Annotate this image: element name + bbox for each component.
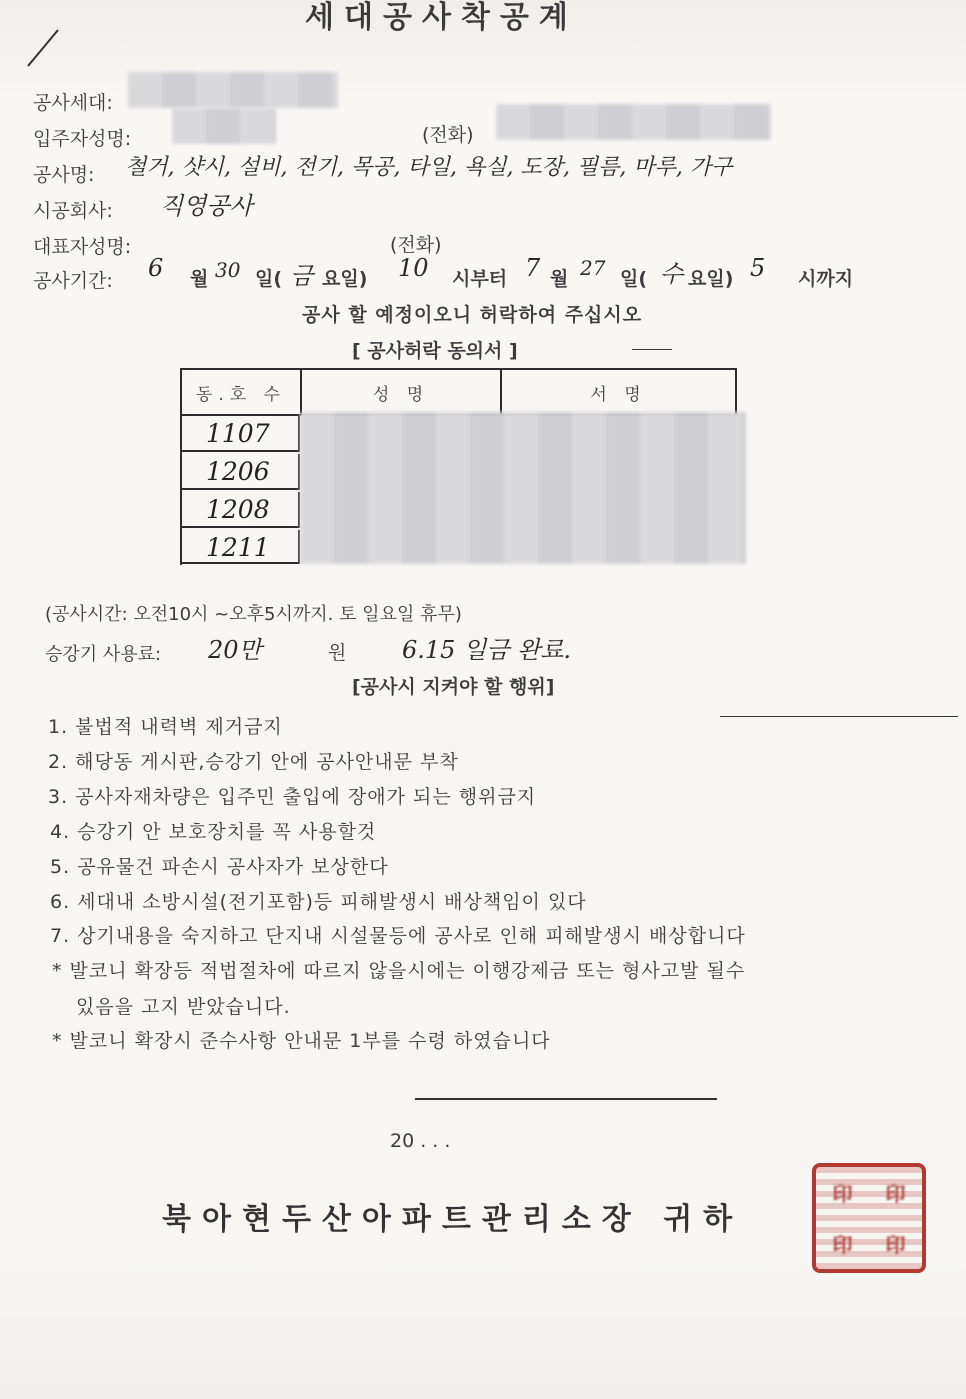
signature-line [415,1098,717,1100]
work-label: 공사명: [33,164,95,186]
table-header-signature: 서 명 [502,370,737,416]
redacted-phone [496,104,771,140]
rules-title: [공사시 지켜야 할 행위] [352,676,555,698]
rule-item: 7. 상기내용을 숙지하고 단지내 시설물등에 공사로 인해 피해발생시 배상합니다 [50,925,746,947]
elevator-amount: 20만 [208,636,262,664]
note-item: 있음을 고지 받았습니다. [76,996,291,1018]
hours-note: (공사시간: 오전10시 ~오후5시까지. 토 일요일 휴무) [45,604,462,625]
seal-glyph: 印 [885,1233,906,1257]
redacted-signatures [300,412,746,564]
request-text: 공사 할 예정이오니 허락하여 주십시오 [302,304,643,326]
weekday-text-2: 요일) [688,268,734,290]
contractor-label: 시공회사: [33,200,113,222]
consent-title: [ 공사허락 동의서 ] [352,340,518,362]
note-item: * 발코니 확장시 준수사항 안내문 1부를 수령 하였습니다 [52,1030,551,1052]
resident-phone-label: (전화) [422,124,474,146]
work-value: 철거, 샷시, 설비, 전기, 목공, 타일, 욕실, 도장, 필름, 마루, 가구 [125,155,733,180]
document-title: 세대공사착공계 [305,0,578,35]
contractor-value: 직영공사 [160,192,253,220]
table-header-name: 성 명 [302,370,500,416]
dash-mark [632,349,672,350]
rule-item: 2. 해당동 게시판,승강기 안에 공사안내문 부착 [48,751,459,773]
household-label: 공사세대: [33,92,113,114]
rule-item: 3. 공사자재차량은 입주민 출입에 장애가 되는 행위금지 [48,786,537,808]
rule-item: 6. 세대내 소방시설(전기포함)등 피해발생시 배상책임이 있다 [50,891,587,913]
start-hour: 10 [398,254,429,282]
end-hour: 5 [750,254,766,282]
elevator-unit: 원 [328,642,347,664]
rule-item: 1. 불법적 내력벽 제거금지 [48,716,283,738]
from-text: 시부터 [452,268,508,290]
until-text: 시까지 [798,268,854,290]
official-seal-stamp [812,1163,926,1273]
day-text: 일( [255,268,283,290]
end-weekday: 수 [660,260,684,288]
resident-label: 입주자성명: [33,128,132,150]
elevator-note: 6.15 일금 완료. [402,636,572,664]
weekday-text: 요일) [322,268,368,290]
period-label: 공사기간: [33,270,113,292]
seal-glyph: 印 [832,1182,853,1206]
seal-glyph: 印 [885,1182,906,1206]
pen-mark-icon [20,22,80,72]
rule-item: 4. 승강기 안 보호장치를 꼭 사용할것 [50,821,377,843]
table-row-unit: 1107 [182,416,300,452]
rule-item: 5. 공유물건 파손시 공사자가 보상한다 [50,856,389,878]
representative-label: 대표자성명: [33,236,132,258]
note-item: * 발코니 확장등 적법절차에 따르지 않을시에는 이행강제금 또는 형사고발 될수 [52,960,746,982]
day-text-2: 일( [620,268,648,290]
rep-phone-label: (전화) [390,234,442,256]
addressee: 북아현두산아파트관리소장 귀하 [162,1202,744,1237]
table-row-unit: 1206 [182,454,300,490]
redacted-household [128,72,338,108]
seal-glyph: 印 [832,1233,853,1257]
start-month: 6 [148,254,164,282]
start-weekday: 금 [290,262,314,290]
end-day: 27 [580,256,606,280]
table-row-unit: 1208 [182,492,300,528]
table-row-unit: 1211 [182,530,300,564]
month-text: 월 [190,268,209,290]
table-header-unit: 동.호 수 [182,370,300,416]
end-month: 7 [525,254,541,282]
side-rule [720,716,958,717]
date-line: 20 . . . [390,1130,451,1152]
elevator-label: 승강기 사용료: [45,644,162,665]
month-text-2: 월 [550,268,569,290]
redacted-resident [172,108,276,144]
start-day: 30 [215,258,241,282]
